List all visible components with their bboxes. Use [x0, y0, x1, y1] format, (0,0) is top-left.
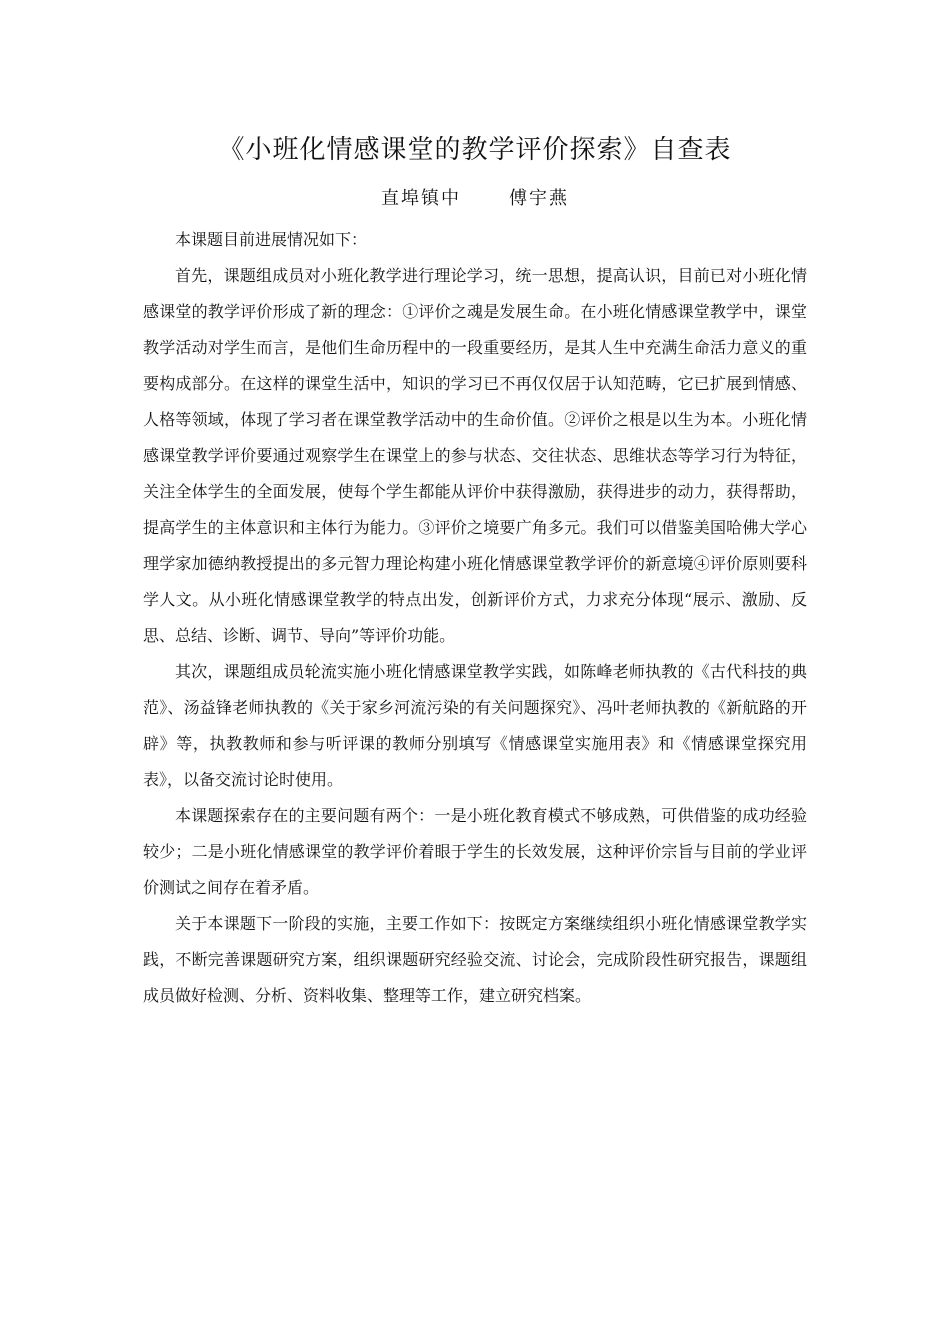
paragraph-second: 其次，课题组成员轮流实施小班化情感课堂教学实践，如陈峰老师执教的《古代科技的典范》、汤益锋老师执教的《关于家乡河流污染的有关问题探究》、冯叶老师执教的《新航路的开辟》等，执教教师和参与听评课的教师分别填写《情感课堂实施用表》和《情感课堂探究用表》，以备交流讨论时使用。: [143, 662, 807, 789]
author-line: [0, 186, 950, 212]
document-title: 《小班化情感课堂的教学评价探索》自查表: [218, 135, 732, 165]
paragraph-problems: 本课题探索存在的主要问题有两个：一是小班化教育模式不够成熟，可供借鉴的成功经验较少；二是小班化情感课堂的教学评价着眼于学生的长效发展，这种评价宗旨与目前的学业评价测试之间存在着矛盾。: [143, 806, 807, 897]
paragraph-intro: 本课题目前进展情况如下：: [175, 230, 368, 249]
document-body: [143, 222, 807, 1014]
author-name: 傅宇燕: [509, 188, 569, 209]
paragraph-next-steps: 关于本课题下一阶段的实施，主要工作如下：按既定方案继续组织小班化情感课堂教学实践，不断完善课题研究方案，组织课题研究经验交流、讨论会，完成阶段性研究报告，课题组成员做好检测、分析、资料收集、整理等工作，建立研究档案。: [143, 914, 807, 1005]
paragraph-first: 首先，课题组成员对小班化教学进行理论学习，统一思想，提高认识，目前已对小班化情感课堂的教学评价形成了新的理念：①评价之魂是发展生命。在小班化情感课堂教学中，课堂教学活动对学生而言，是他们生命历程中的一段重要经历，是其人生中充满生命活力意义的重要构成部分。在这样的课堂生活中，知识的学习已不再仅仅居于认知范畴，它已扩展到情感、人格等领域，体现了学习者在课堂教学活动中的生命价值。②评价之根是以生为本。小班化情感课堂教学评价要通过观察学生在课堂上的参与状态、交往状态、思维状态等学习行为特征，关注全体学生的全面发展，使每个学生都能从评价中获得激励，获得进步的动力，获得帮助，提高学生的主体意识和主体行为能力。③评价之境要广角多元。我们可以借鉴美国哈佛大学心理学家加德纳教授提出的多元智力理论构建小班化情感课堂教学评价的新意境④评价原则要科学人文。从小班化情感课堂教学的特点出发，创新评价方式，力求充分体现“展示、激励、反思、总结、诊断、调节、导向”等评价功能。: [143, 266, 807, 645]
author-school: 直埠镇中: [381, 188, 461, 209]
